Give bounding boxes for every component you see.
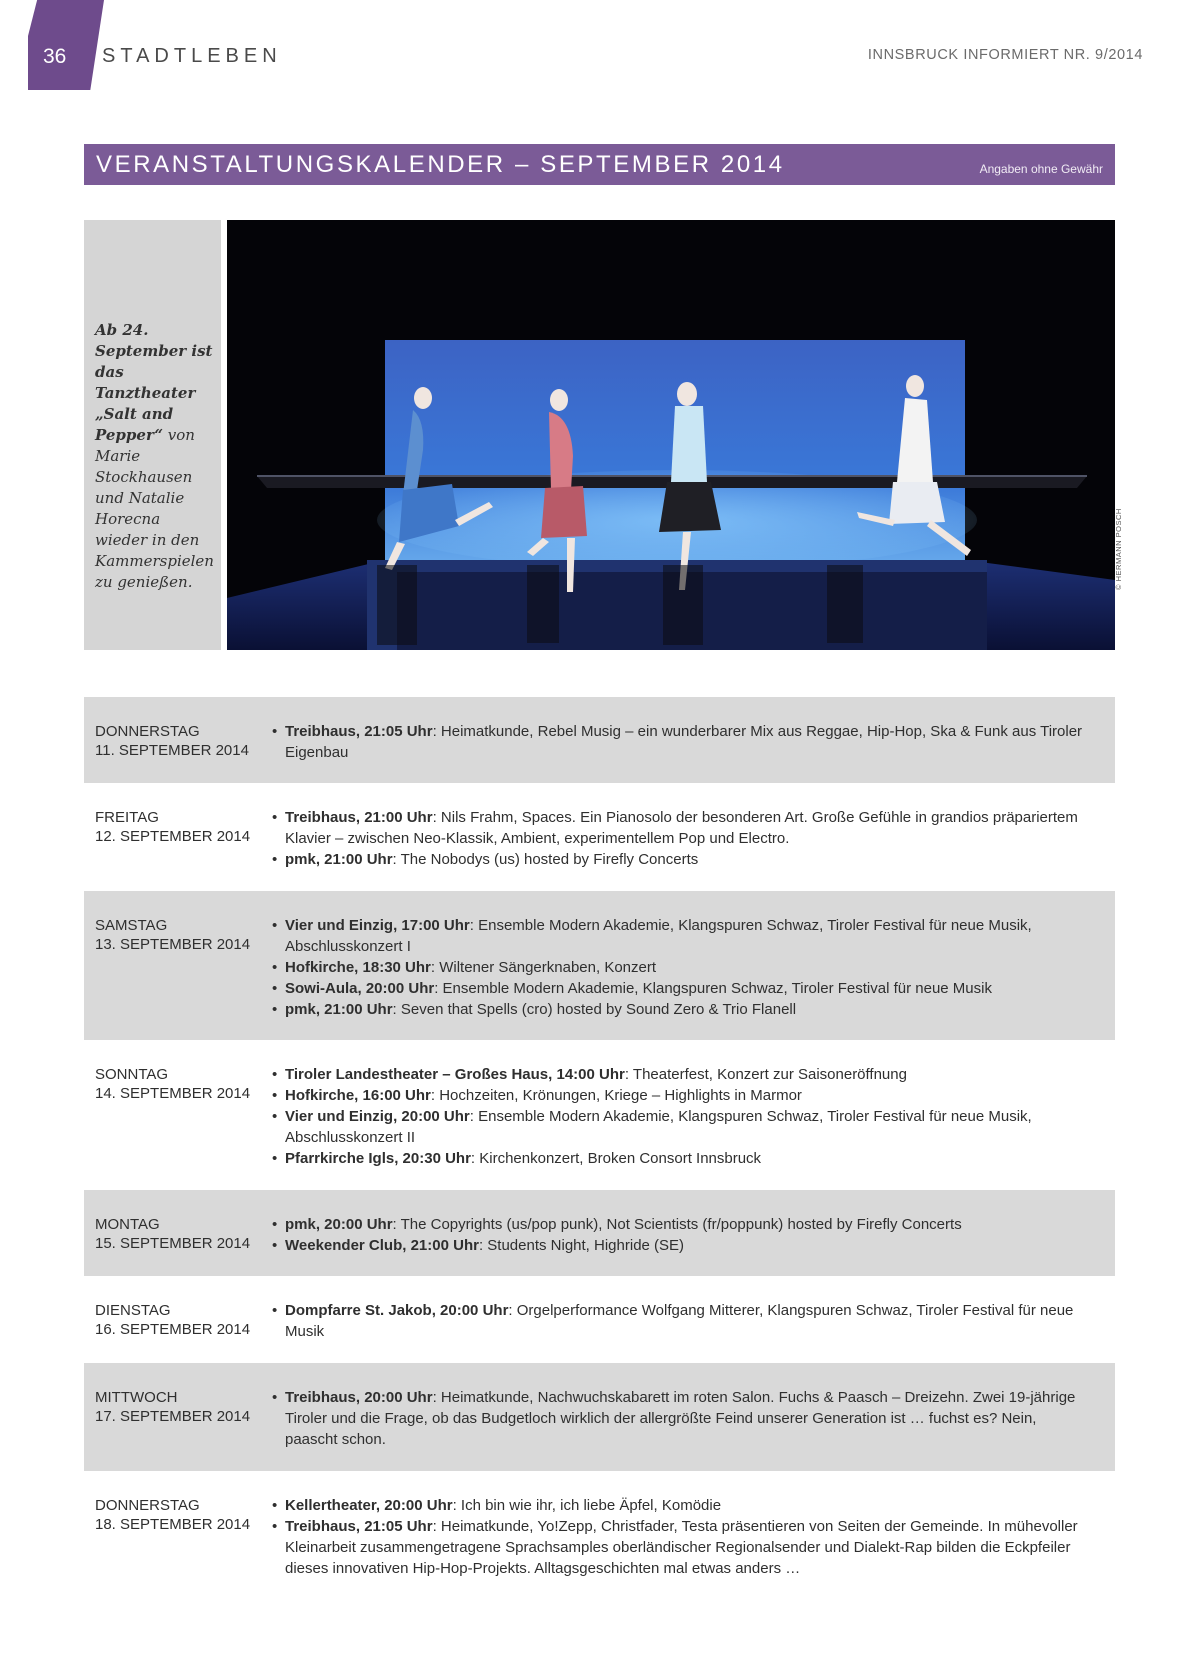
event-description: : Heimatkunde, Nachwuchskabarett im roten Salon. Fuchs & Paasch – Dreizehn. Zwei 19-jährige Tiroler und die Frage, ob das Budgetloch wirklich der allergrößte Feind unserer Generation ist … fuchst es? Nein, paascht schon. — [285, 1389, 1076, 1448]
event-description: : Ich bin wie ihr, ich liebe Äpfel, Komödie — [452, 1497, 722, 1514]
event-item — [272, 999, 1092, 1020]
day-date — [95, 916, 250, 954]
day-date — [95, 808, 250, 846]
stage-scene-illustration — [227, 220, 1115, 650]
event-venue: Weekender Club, 21:00 Uhr — [285, 1237, 479, 1254]
photo-caption — [95, 320, 215, 593]
event-item — [272, 1064, 1092, 1085]
day-date — [95, 1388, 250, 1426]
event-description: : Seven that Spells (cro) hosted by Sound Zero & Trio Flanell — [392, 1001, 797, 1018]
day-date — [95, 1065, 250, 1103]
event-description: : The Copyrights (us/pop punk), Not Scientists (fr/poppunk) hosted by Firefly Concerts — [392, 1216, 962, 1233]
event-description: : Heimatkunde, Rebel Musig – ein wunderbarer Mix aus Reggae, Hip-Hop, Ska & Funk aus Tiroler Eigenbau — [285, 723, 1083, 761]
event-item — [272, 1106, 1092, 1148]
event-description: : Heimatkunde, Yo!Zepp, Christfader, Testa präsentieren von Seiten der Gemeinde. In mühevoller Kleinarbeit zusammengetragene Sprachsamples oberländischer Regionalsender und Dialekt-Rap bilden die Eckpfeiler dieses innovativen Hip-Hop-Projekts. Alltagsgeschichten mal etwas anders … — [285, 1518, 1078, 1577]
event-list — [272, 1214, 1092, 1256]
event-description: : Orgelperformance Wolfgang Mitterer, Klangspuren Schwaz, Tiroler Festival für neue Musik — [285, 1302, 1074, 1340]
event-day — [84, 1190, 1115, 1276]
issue-label: INNSBRUCK INFORMIERT NR. 9/2014 — [867, 47, 1143, 63]
date: 13. SEPTEMBER 2014 — [95, 936, 251, 953]
photo-caption-highlight: Ab 24. September ist das Tanztheater „Salt and Pepper“ — [95, 321, 213, 444]
event-list — [272, 721, 1092, 763]
event-venue: pmk, 20:00 Uhr — [285, 1216, 393, 1233]
event-day — [84, 891, 1115, 1040]
event-list — [272, 1387, 1092, 1450]
event-item — [272, 978, 1092, 999]
weekday: SAMSTAG — [95, 917, 168, 934]
event-item — [272, 1214, 1092, 1235]
event-description: : Ensemble Modern Akademie, Klangspuren Schwaz, Tiroler Festival für neue Musik, Abschlusskonzert I — [285, 917, 1032, 955]
date: 11. SEPTEMBER 2014 — [95, 742, 249, 759]
event-venue: Treibhaus, 21:05 Uhr — [285, 1518, 433, 1535]
event-venue: Tiroler Landestheater – Großes Haus, 14:00 Uhr — [285, 1066, 625, 1083]
event-list — [272, 1300, 1092, 1342]
event-venue: Dompfarre St. Jakob, 20:00 Uhr — [285, 1302, 509, 1319]
date: 16. SEPTEMBER 2014 — [95, 1321, 251, 1338]
day-date — [95, 722, 249, 760]
event-venue: Treibhaus, 21:00 Uhr — [285, 809, 433, 826]
weekday: FREITAG — [95, 809, 159, 826]
event-description: : The Nobodys (us) hosted by Firefly Concerts — [392, 851, 699, 868]
event-day — [84, 697, 1115, 783]
event-day — [84, 783, 1115, 891]
event-list — [272, 1495, 1092, 1579]
event-list — [272, 807, 1092, 870]
event-item — [272, 849, 1092, 870]
disclaimer-note: Angaben ohne Gewähr — [979, 162, 1103, 176]
event-description: : Kirchenkonzert, Broken Consort Innsbruck — [470, 1150, 762, 1167]
section-title: STADTLEBEN — [102, 45, 282, 67]
event-item — [272, 1085, 1092, 1106]
event-venue: Treibhaus, 20:00 Uhr — [285, 1389, 433, 1406]
date: 17. SEPTEMBER 2014 — [95, 1408, 251, 1425]
event-description: : Wiltener Sängerknaben, Konzert — [430, 959, 657, 976]
photo-caption-box — [84, 220, 221, 650]
weekday: SONNTAG — [95, 1066, 169, 1083]
photo-caption-rest: von Marie Stockhausen und Natalie Horecna wieder in den Kammerspielen zu genießen. — [95, 426, 214, 591]
event-description: : Students Night, Highride (SE) — [478, 1237, 685, 1254]
weekday: DONNERSTAG — [95, 1497, 200, 1514]
event-item — [272, 1516, 1092, 1579]
event-venue: Sowi-Aula, 20:00 Uhr — [285, 980, 435, 997]
day-date — [95, 1496, 250, 1534]
event-venue: Vier und Einzig, 17:00 Uhr — [285, 917, 470, 934]
event-venue: Vier und Einzig, 20:00 Uhr — [285, 1108, 470, 1125]
day-date — [95, 1215, 250, 1253]
event-list — [272, 915, 1092, 1020]
event-item — [272, 1495, 1092, 1516]
event-item — [272, 1387, 1092, 1450]
event-venue: Kellertheater, 20:00 Uhr — [285, 1497, 453, 1514]
event-description: : Nils Frahm, Spaces. Ein Pianosolo der besonderen Art. Große Gefühle in grandios präpariertem Klavier – zwischen Neo-Klassik, Ambient, experimentellem Pop und Electro. — [285, 809, 1078, 847]
weekday: DIENSTAG — [95, 1302, 171, 1319]
weekday: DONNERSTAG — [95, 723, 200, 740]
event-venue: pmk, 21:00 Uhr — [285, 851, 393, 868]
weekday: MONTAG — [95, 1216, 160, 1233]
event-item — [272, 957, 1092, 978]
event-day — [84, 1040, 1115, 1190]
calendar-banner — [84, 144, 1115, 185]
event-venue: Treibhaus, 21:05 Uhr — [285, 723, 433, 740]
event-day — [84, 1276, 1115, 1363]
event-description: : Theaterfest, Konzert zur Saisoneröffnung — [624, 1066, 907, 1083]
date: 15. SEPTEMBER 2014 — [95, 1235, 251, 1252]
event-description: : Ensemble Modern Akademie, Klangspuren Schwaz, Tiroler Festival für neue Musik, Abschlusskonzert II — [285, 1108, 1032, 1146]
date: 14. SEPTEMBER 2014 — [95, 1085, 251, 1102]
photo-credit: © HERMANN POSCH — [1114, 508, 1123, 590]
event-item — [272, 721, 1092, 763]
event-venue: pmk, 21:00 Uhr — [285, 1001, 393, 1018]
date: 12. SEPTEMBER 2014 — [95, 828, 251, 845]
event-item — [272, 1148, 1092, 1169]
event-venue: Hofkirche, 18:30 Uhr — [285, 959, 431, 976]
event-description: : Ensemble Modern Akademie, Klangspuren Schwaz, Tiroler Festival für neue Musik — [434, 980, 992, 997]
event-description: : Hochzeiten, Krönungen, Kriege – Highlights in Marmor — [430, 1087, 802, 1104]
event-venue: Hofkirche, 16:00 Uhr — [285, 1087, 431, 1104]
event-item — [272, 1235, 1092, 1256]
dance-performance-photo — [227, 220, 1115, 650]
calendar-title: VERANSTALTUNGSKALENDER – SEPTEMBER 2014 — [96, 151, 785, 178]
event-item — [272, 807, 1092, 849]
event-item — [272, 915, 1092, 957]
event-day — [84, 1363, 1115, 1471]
page-number: 36 — [43, 45, 67, 68]
event-list — [272, 1064, 1092, 1169]
weekday: MITTWOCH — [95, 1389, 178, 1406]
day-date — [95, 1301, 250, 1339]
event-venue: Pfarrkirche Igls, 20:30 Uhr — [285, 1150, 471, 1167]
event-item — [272, 1300, 1092, 1342]
event-day — [84, 1471, 1115, 1601]
date: 18. SEPTEMBER 2014 — [95, 1516, 251, 1533]
